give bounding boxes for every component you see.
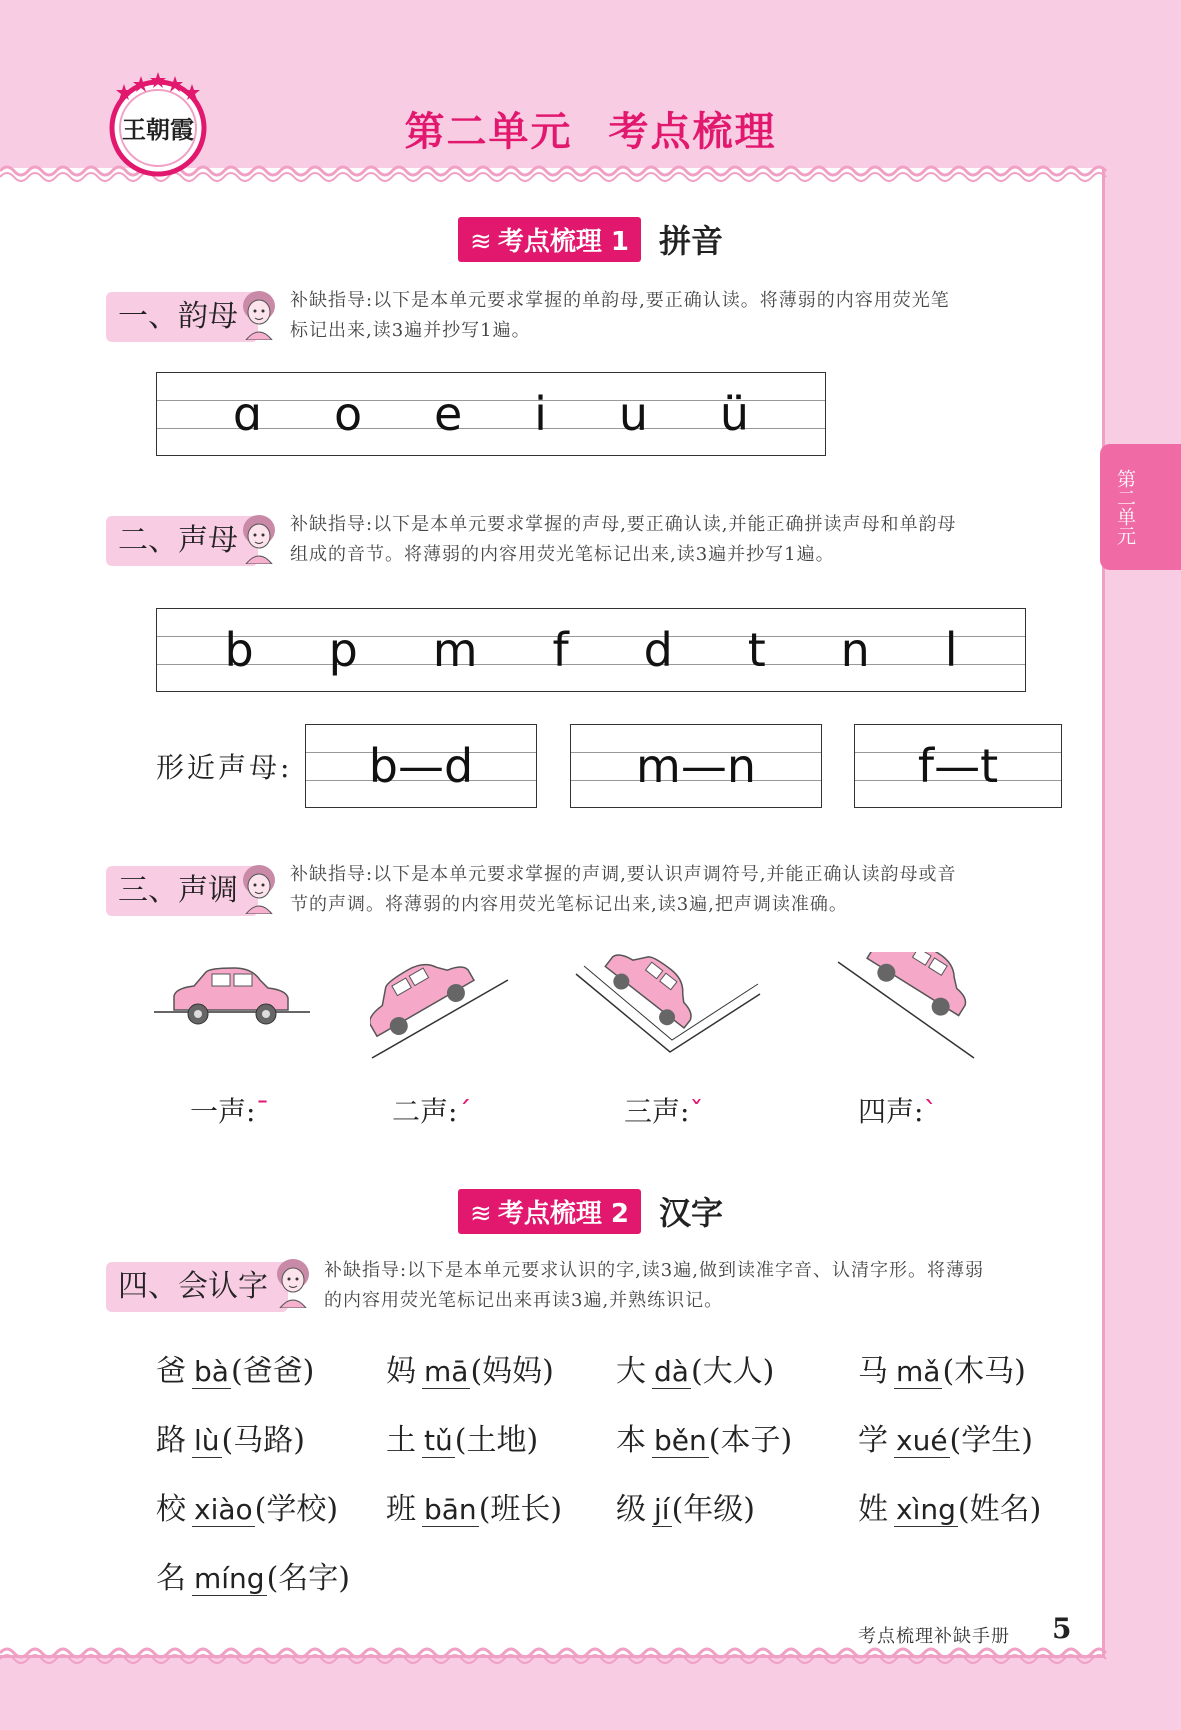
car-downhill-icon <box>836 952 976 1062</box>
section-name: 拼音 <box>658 222 723 260</box>
example-word: (妈妈) <box>470 1354 554 1389</box>
yunmu-letter: ɑ <box>232 387 263 441</box>
yunmu-letter: u <box>618 387 648 441</box>
char-item <box>616 1415 792 1459</box>
tone-3: 三声:ˇ <box>624 1095 704 1128</box>
grid-shengmu <box>156 608 1026 692</box>
tone-mark: ˋ <box>923 1095 938 1128</box>
girl-mascot-icon <box>270 1256 316 1308</box>
hanzi: 校 <box>156 1492 186 1527</box>
triple-lines-icon: ≋ <box>470 1198 492 1229</box>
example-word: (姓名) <box>957 1492 1042 1527</box>
char-item <box>386 1415 538 1459</box>
example-word: (木马) <box>942 1354 1026 1389</box>
pinyin: bān <box>424 1493 477 1526</box>
shengmu-letter: f <box>552 623 569 677</box>
triple-lines-icon: ≋ <box>470 226 492 257</box>
tone-mark: ˊ <box>457 1095 472 1128</box>
shengmu-letter: t <box>747 623 766 677</box>
section-badge: ≋ 考点梳理 2 <box>458 1189 641 1234</box>
yunmu-letter: e <box>434 387 463 441</box>
pinyin: mā <box>424 1355 469 1388</box>
yunmu-letter: ü <box>719 387 749 441</box>
shengmu-letter: p <box>328 623 358 677</box>
hanzi: 级 <box>616 1492 646 1527</box>
guide-huirenzi: 补缺指导:以下是本单元要求认识的字,读3遍,做到读准字音、认清字形。将薄弱 的内容用荧光笔标记出来再读3遍,并熟练识记。 <box>324 1260 984 1311</box>
car-uphill-icon <box>370 944 510 1060</box>
side-tab-unit[interactable]: 第二单元 <box>1100 444 1181 570</box>
example-word: (学校) <box>254 1492 339 1527</box>
grid-yunmu <box>156 372 826 456</box>
pinyin: mǎ <box>896 1355 941 1388</box>
wavy-border-bottom <box>0 1645 1108 1667</box>
char-item <box>386 1346 554 1390</box>
girl-mascot-icon <box>236 862 282 914</box>
page-title <box>0 100 1181 157</box>
guide-shengmu: 补缺指导:以下是本单元要求掌握的声母,要正确认读,并能正确拼读声母和单韵母 组成的音节。将薄弱的内容用荧光笔标记出来,读3遍并抄写1遍。 <box>290 514 957 565</box>
similar-label: 形近声母: <box>156 751 293 784</box>
pinyin: tǔ <box>424 1424 453 1457</box>
char-item <box>156 1553 350 1597</box>
section-title-pinyin <box>0 216 1181 260</box>
tone-4: 四声:ˋ <box>858 1095 938 1128</box>
page-title-unit: 第二单元 <box>404 109 573 155</box>
example-word: (大人) <box>690 1354 775 1389</box>
shengmu-letter: m <box>432 623 478 677</box>
char-item <box>858 1415 1033 1459</box>
hanzi: 本 <box>616 1423 646 1458</box>
girl-mascot-icon <box>236 512 282 564</box>
footer-book-title: 考点梳理补缺手册 <box>858 1626 1010 1647</box>
heading-huirenzi: 四、会认字 <box>106 1262 288 1312</box>
yunmu-letter: o <box>333 387 363 441</box>
example-word: (学生) <box>949 1423 1033 1458</box>
char-item <box>858 1346 1026 1390</box>
tone-mark: ˉ <box>255 1095 270 1128</box>
similar-pair-box: m—n <box>570 724 822 808</box>
svg-text:王朝霞: 王朝霞 <box>122 115 194 144</box>
hanzi: 名 <box>156 1561 186 1596</box>
heading-shengdiao: 三、声调 <box>106 866 258 916</box>
hanzi: 学 <box>858 1423 888 1458</box>
section-badge: ≋ 考点梳理 1 <box>458 217 641 262</box>
char-item <box>616 1346 774 1390</box>
hanzi: 路 <box>156 1423 186 1458</box>
char-item <box>616 1484 755 1528</box>
char-item <box>858 1484 1041 1528</box>
shengmu-letter: n <box>840 623 870 677</box>
pinyin: xìng <box>896 1493 956 1526</box>
tone-mark: ˇ <box>689 1095 704 1128</box>
pinyin: běn <box>654 1424 707 1457</box>
hanzi: 姓 <box>858 1492 888 1527</box>
example-word: (本子) <box>708 1423 793 1458</box>
example-word: (年级) <box>671 1492 755 1527</box>
char-item <box>386 1484 562 1528</box>
similar-pair-box: f—t <box>854 724 1062 808</box>
section-title-hanzi <box>0 1188 1181 1232</box>
page-number: 5 <box>1052 1612 1072 1645</box>
char-item <box>156 1484 338 1528</box>
pinyin: jí <box>654 1493 670 1526</box>
pinyin: bà <box>194 1355 229 1388</box>
shengmu-letter: d <box>643 623 673 677</box>
girl-mascot-icon <box>236 288 282 340</box>
hanzi: 大 <box>616 1354 646 1389</box>
heading-yunmu: 一、韵母 <box>106 292 258 342</box>
guide-shengdiao: 补缺指导:以下是本单元要求掌握的声调,要认识声调符号,并能正确认读韵母或音 节的声调。将薄弱的内容用荧光笔标记出来,读3遍,把声调读准确。 <box>290 864 957 915</box>
hanzi: 爸 <box>156 1354 186 1389</box>
pinyin: xiào <box>194 1493 253 1526</box>
hanzi: 马 <box>858 1354 888 1389</box>
page-title-topic: 考点梳理 <box>608 109 777 155</box>
pinyin: lù <box>194 1424 220 1457</box>
similar-pair-box: b—d <box>305 724 537 808</box>
example-word: (名字) <box>266 1561 350 1596</box>
char-item <box>156 1415 305 1459</box>
shengmu-letter: b <box>224 623 254 677</box>
example-word: (土地) <box>454 1423 539 1458</box>
pinyin: míng <box>194 1562 265 1595</box>
car-valley-icon <box>574 954 774 1054</box>
example-word: (班长) <box>478 1492 563 1527</box>
car-flat-icon <box>154 960 310 1040</box>
section-name: 汉字 <box>658 1194 723 1232</box>
example-word: (马路) <box>221 1423 305 1458</box>
pinyin: xué <box>896 1424 948 1457</box>
shengmu-letter: l <box>944 623 958 677</box>
hanzi: 土 <box>386 1423 416 1458</box>
example-word: (爸爸) <box>230 1354 315 1389</box>
hanzi: 妈 <box>386 1354 416 1389</box>
yunmu-letter: i <box>534 387 547 441</box>
tone-1: 一声:ˉ <box>190 1095 270 1128</box>
pinyin: dà <box>654 1355 689 1388</box>
tone-2: 二声:ˊ <box>392 1095 472 1128</box>
heading-shengmu: 二、声母 <box>106 516 258 566</box>
guide-yunmu: 补缺指导:以下是本单元要求掌握的单韵母,要正确认读。将薄弱的内容用荧光笔 标记出来,读3遍并抄写1遍。 <box>290 290 950 341</box>
char-item <box>156 1346 314 1390</box>
hanzi: 班 <box>386 1492 416 1527</box>
